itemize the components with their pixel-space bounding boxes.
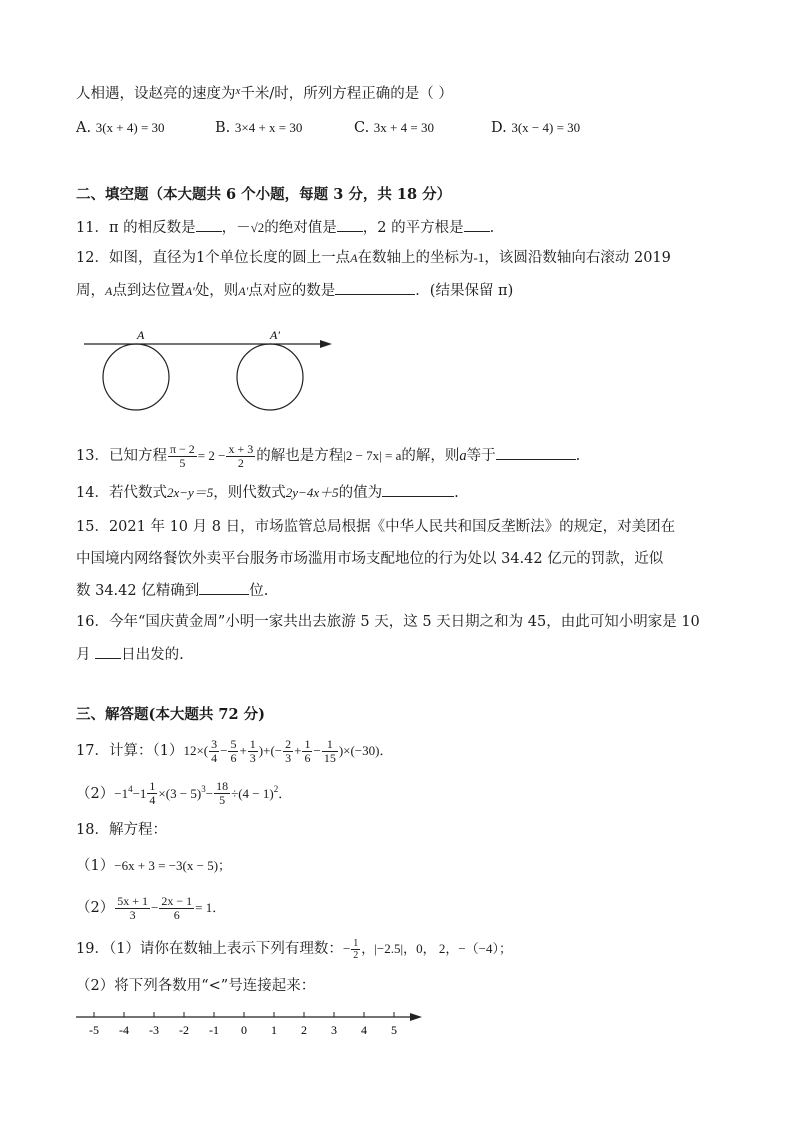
number-line-arrow-icon: [410, 1013, 422, 1021]
operator: +: [239, 743, 247, 758]
q11-text-a: π 的相反数是: [108, 220, 196, 236]
numerator: 2: [285, 736, 292, 751]
q11-blank-3[interactable]: [464, 217, 490, 232]
q10-text: 人相遇，设赵亮的速度为: [76, 86, 236, 102]
q12-text-2c: 处，则: [194, 283, 239, 299]
q10-var: x: [235, 85, 241, 97]
q16-text-2a: 月: [76, 647, 91, 663]
option-expr: 3×4 + x = 30: [234, 120, 303, 135]
q17-expr: ．: [278, 785, 292, 801]
fraction: [248, 738, 258, 765]
q13-text-d: 等于: [466, 448, 496, 464]
fraction: [283, 738, 293, 765]
q10-option-c[interactable]: [354, 118, 491, 138]
q12-text-2e: ．(结果保留 π): [415, 283, 514, 299]
q12-fig-label-a-prime: A′: [270, 328, 280, 342]
operator: −: [342, 941, 351, 956]
numerator: 18: [216, 779, 229, 794]
number-line-tick-label: -1: [209, 1023, 219, 1037]
fraction: [209, 738, 219, 765]
fraction: [322, 738, 338, 765]
numerator: 1: [149, 779, 156, 794]
denominator: 6: [173, 907, 180, 922]
denominator: 5: [219, 793, 226, 808]
option-expr: 3x + 4 = 30: [373, 120, 434, 135]
q12-circle-end: [237, 344, 303, 410]
q15-text-3a: 数 34.42 亿精确到: [76, 583, 200, 599]
q18-equation-1: −6x + 3 = −3(x − 5)；: [114, 858, 232, 873]
q13-abs-equation: |2 − 7x| = a: [343, 448, 402, 463]
operator: −: [205, 785, 214, 801]
q13: [76, 441, 580, 471]
q18-text: 解方程：: [108, 822, 167, 838]
denominator: 3: [285, 750, 292, 765]
operator: −: [220, 743, 228, 758]
option-label: B.: [215, 120, 231, 136]
denominator: 2: [237, 455, 244, 470]
option-label: A.: [76, 120, 92, 136]
q17-number: 17．: [76, 743, 109, 759]
q14-text-c: 的值为: [338, 485, 383, 501]
section-3-title: 三、解答题(本大题共 72 分): [76, 706, 265, 723]
q11-text-e: .: [489, 220, 495, 236]
q12-text-1c: ，该圆沿数轴向右滚动 2019: [484, 250, 671, 266]
number-line-tick-label: 5: [391, 1023, 397, 1037]
q10-option-b[interactable]: [215, 118, 354, 138]
q15-line-3: [76, 580, 268, 601]
denominator: 3: [129, 907, 136, 922]
q12-coord: -1: [473, 250, 485, 265]
q13-fraction-2: [226, 443, 255, 470]
q12-line-2: [76, 280, 513, 301]
q11-blank-2[interactable]: [337, 217, 363, 232]
q12-number: 12．: [76, 250, 109, 266]
q13-var: a: [459, 448, 467, 464]
q12-point-a-prime: A′: [184, 284, 195, 298]
operator: +: [294, 743, 302, 758]
option-label: D.: [491, 120, 507, 136]
option-label: C.: [354, 120, 370, 136]
q10-options: [76, 118, 580, 138]
fraction: [302, 738, 312, 765]
q13-text-c: 的解，则: [401, 448, 460, 464]
q17-expr: −1: [114, 785, 129, 801]
numerator: 1: [249, 736, 256, 751]
q14-expr-2: 2y−4x＋5: [285, 485, 339, 500]
q14-text-d: .: [454, 485, 459, 501]
q18-part-2: [76, 891, 225, 925]
numerator: 3: [211, 736, 218, 751]
q10-option-a[interactable]: [76, 118, 215, 138]
denominator: 4: [149, 793, 156, 808]
q12-axis-arrow-icon: [320, 340, 332, 348]
q13-fraction-1: [168, 443, 197, 470]
denominator: 4: [211, 750, 218, 765]
section-2-title: 二、填空题（本大题共 6 个小题，每题 3 分，共 18 分）: [76, 186, 452, 203]
q13-eq: = 2 −: [197, 448, 226, 463]
numerator: x + 3: [228, 441, 254, 456]
q15-line-2: 中国境内网络餐饮外卖平台服务市场滥用市场支配地位的行为处以 34.42 亿元的罚款，近似: [76, 551, 664, 567]
denominator: 15: [323, 750, 336, 765]
q18-part-1: [76, 856, 231, 876]
q15-line-1: [76, 517, 675, 537]
number-line-tick-label: -3: [149, 1023, 159, 1037]
option-expr: 3(x + 4) = 30: [95, 120, 165, 135]
q12-point-a: A: [350, 251, 358, 265]
q14-blank[interactable]: [382, 482, 454, 497]
q18-part-label: （2）: [76, 900, 115, 916]
numerator: 1: [322, 738, 338, 752]
q12-point-a-prime: A′: [238, 284, 249, 298]
q17-expr: −1: [132, 785, 147, 801]
q19-part-1: [76, 934, 512, 964]
q12-text-1a: 如图，直径为1个单位长度的圆上一点: [108, 250, 351, 266]
number-line-tick-label: 0: [241, 1023, 247, 1037]
q11: [76, 217, 494, 238]
fraction: [228, 738, 238, 765]
denominator: 3: [249, 750, 256, 765]
number-line-tick-label: -4: [119, 1023, 129, 1037]
q11-text-d: ，2 的平方根是: [362, 220, 464, 236]
q17-expr: 12×(: [183, 743, 209, 758]
q18-number: 18．: [76, 822, 109, 838]
denominator: 5: [179, 455, 186, 470]
denominator: 6: [304, 750, 311, 765]
q17-part-1: [76, 734, 392, 768]
q14-text-a: 若代数式: [108, 485, 167, 501]
q17-expr: ÷(4 − 1): [231, 785, 274, 801]
operator: −: [151, 900, 159, 915]
fraction: [351, 938, 360, 961]
q17-text-a: 计算：（1）: [108, 743, 184, 759]
number-line-tick-label: -5: [89, 1023, 99, 1037]
q12-fig-label-a: A: [137, 328, 145, 342]
q19-list: ，|−2.5|，0， 2，−（−4）；: [361, 941, 512, 956]
fraction: [115, 895, 150, 922]
q16-text-1: 今年“国庆黄金周”小明一家共出去旅游 5 天，这 5 天日期之和为 45，由此可知小明家是 10: [108, 614, 700, 630]
q17-part-2: [76, 772, 291, 811]
q15-text-1: 2021 年 10 月 8 日，市场监管总局根据《中华人民共和国反垄断法》的规定，对美团在: [108, 519, 676, 535]
number-line-tick-label: -2: [179, 1023, 189, 1037]
q12-rolling-circle-figure: [80, 322, 340, 414]
q13-text-a: 已知方程: [108, 448, 167, 464]
q11-blank-1[interactable]: [196, 217, 222, 232]
q11-sqrt: √2: [250, 220, 265, 235]
q19-text-1: （1）请你在数轴上表示下列有理数：: [108, 941, 343, 957]
q16-line-2: [76, 644, 184, 665]
q15-blank[interactable]: [199, 580, 249, 595]
q16-text-2b: 日出发的.: [121, 647, 184, 663]
option-expr: 3(x − 4) = 30: [511, 120, 581, 135]
numerator: π − 2: [169, 441, 195, 456]
operator: )+(−: [258, 743, 283, 758]
number-line-tick-label: 2: [301, 1023, 307, 1037]
numerator: 5: [230, 736, 237, 751]
q19-number-line[interactable]: [74, 1008, 426, 1038]
q12-text-2d: 点对应的数是: [248, 283, 336, 299]
q12-circle-start: [103, 344, 169, 410]
q17-text-b: （2）: [76, 785, 115, 802]
q12-text-2a: 周，: [76, 283, 105, 299]
numerator: 1: [353, 937, 359, 949]
q10-line: [76, 81, 453, 104]
q19-part-2: （2）将下列各数用“<”号连接起来：: [76, 978, 316, 994]
q14-expr-1: 2x−y＝5: [166, 485, 214, 500]
q15-text-3b: 位.: [249, 583, 269, 599]
numerator: 1: [304, 736, 311, 751]
q16-blank[interactable]: [95, 644, 121, 659]
q16-number: 16．: [76, 614, 109, 630]
q14-number: 14．: [76, 485, 109, 501]
q18-title: [76, 820, 167, 840]
q12-text-2b: 点到达位置: [112, 283, 185, 299]
q10-text-2: 千米/时，所列方程正确的是（ ）: [240, 86, 453, 102]
fraction: [147, 780, 157, 807]
q11-text-b: ，－: [221, 220, 251, 236]
fraction: [159, 895, 194, 922]
numerator: 5x + 1: [117, 893, 149, 908]
numerator: 2x − 1: [161, 893, 193, 908]
fraction: [214, 780, 230, 807]
operator: )×(−30)．: [338, 743, 393, 758]
q10-option-d[interactable]: [491, 118, 580, 138]
q18-part-label: （1）: [76, 858, 115, 874]
q19-number: 19．: [76, 941, 109, 957]
denominator: 2: [353, 949, 359, 961]
q13-text-b: 的解也是方程: [256, 448, 344, 464]
number-line-tick-label: 1: [271, 1023, 277, 1037]
q11-number: 11．: [76, 220, 109, 236]
number-line-tick-label: 3: [331, 1023, 337, 1037]
q13-number: 13．: [76, 448, 109, 464]
q14: [76, 482, 459, 503]
q11-text-c: 的绝对值是: [264, 220, 337, 236]
q16-line-1: [76, 612, 700, 632]
q12-point-a: A: [105, 284, 113, 298]
operator: −: [313, 743, 321, 758]
denominator: 6: [230, 750, 237, 765]
q13-blank[interactable]: [496, 445, 576, 460]
q13-text-e: .: [575, 448, 581, 464]
exponent: 4: [128, 784, 133, 794]
exponent: 2: [273, 784, 279, 794]
number-line-tick-label: 4: [361, 1023, 367, 1037]
q18-eq-tail: = 1．: [195, 900, 226, 915]
q12-blank[interactable]: [335, 280, 415, 295]
q14-text-b: ，则代数式: [213, 485, 286, 501]
q17-expr: ×(3 − 5): [158, 785, 202, 801]
exponent: 3: [201, 784, 206, 794]
q12-text-1b: 在数轴上的坐标为: [357, 250, 474, 266]
q12-line-1: [76, 248, 671, 268]
q15-number: 15．: [76, 519, 109, 535]
